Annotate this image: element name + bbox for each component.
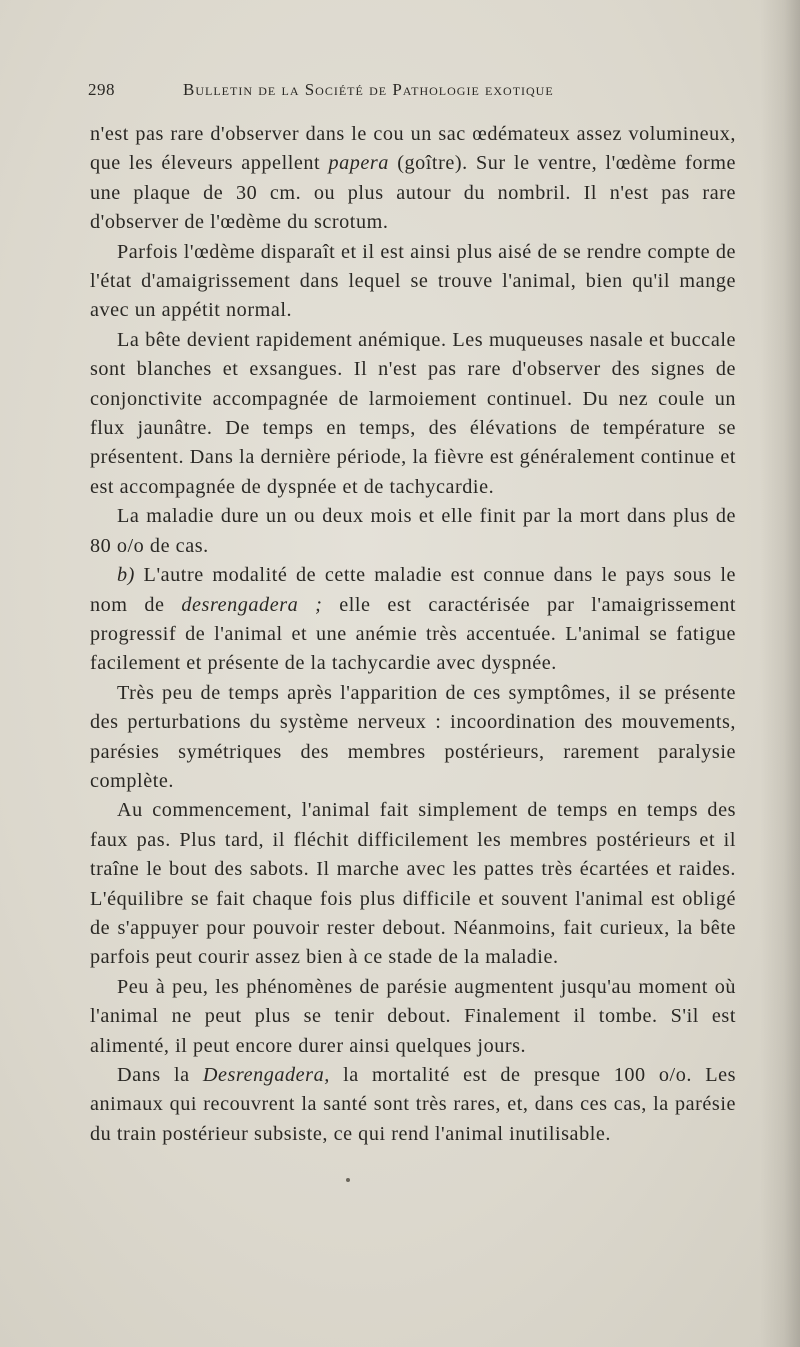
italic-term-desrengadera: Desrengadera, (202, 1064, 330, 1086)
paragraph-6 (90, 679, 736, 797)
paragraph-8 (90, 973, 736, 1061)
paragraph-1 (90, 120, 736, 238)
list-marker-b: b) (117, 564, 135, 587)
paragraph-text: Très peu de temps après l'apparition de ces symptômes, il se présente des perturbations du système nerveux : incoordination des mouvements, parésies symétriques des membres postérieurs, rarement paralysie complète. (90, 681, 736, 792)
paragraph-7 (90, 796, 736, 972)
journal-title: Bulletin de la Société de Pathologie exotique (183, 80, 554, 99)
italic-term-papera: papera (328, 152, 389, 175)
italic-term-desrengadera: desrengadera ; (181, 593, 323, 616)
paragraph-text: L'autre modalité de cette maladie est connue dans le pays sous le nom de (90, 564, 736, 616)
paragraph-text: Dans la (117, 1064, 203, 1086)
paragraph-text: La bête devient rapidement anémique. Les muqueuses nasale et buccale sont blanches et exsangues. Il n'est pas rare d'observer des signes de conjonctivite accompagnée de larmoiement continuel. Du nez coule un flux jaunâtre. De temps en temps, des élévations de température se présentent. Dans la dernière période, la fièvre est généralement continue et est accompagnée de dyspnée et de tachycardie. (90, 328, 736, 498)
paragraph-text: elle est caractérisée par l'amaigrissement progressif de l'animal et une anémie très accentuée. L'animal se fatigue facilement et présente de la tachycardie avec dyspnée. (90, 593, 737, 675)
paragraph-9 (90, 1061, 736, 1149)
paragraph-text: La maladie dure un ou deux mois et elle finit par la mort dans plus de 80 o/o de cas. (90, 505, 736, 557)
paragraph-4 (90, 502, 736, 561)
paragraph-3 (90, 326, 736, 502)
paragraph-2 (90, 238, 736, 326)
paragraph-text: Parfois l'œdème disparaît et il est ainsi plus aisé de se rendre compte de l'état d'amaigrissement dans lequel se trouve l'animal, bien qu'il mange avec un appétit normal. (90, 240, 736, 322)
body-text (90, 120, 736, 1149)
paragraph-text: Peu à peu, les phénomènes de parésie augmentent jusqu'au moment où l'animal ne peut plus se tenir debout. Finalement il tombe. S'il est alimenté, il peut encore durer ainsi quelques jours. (90, 975, 736, 1057)
paragraph-text: n'est pas rare d'observer dans le cou un sac œdémateux assez volumineux, que les éleveurs appellent (90, 123, 736, 175)
ink-speck (346, 1178, 350, 1182)
paragraph-text: (goître). Sur le ventre, l'œdème forme une plaque de 30 cm. ou plus autour du nombril. Il n'est pas rare d'observer de l'œdème du scrotum. (90, 152, 736, 234)
page-edge-shadow (760, 0, 800, 1347)
paragraph-text: Au commencement, l'animal fait simplement de temps en temps des faux pas. Plus tard, il fléchit difficilement les membres postérieurs et il traîne le bout des sabots. Il marche avec les pattes très écartées et raides. L'équilibre se fait chaque fois plus difficile et souvent l'animal est obligé de s'appuyer pour pouvoir rester debout. Néanmoins, fait curieux, la bête parfois peut courir assez bien à ce stade de la maladie. (90, 799, 736, 969)
paragraph-5 (90, 561, 736, 679)
page-number: 298 (88, 80, 115, 99)
paragraph-text: la mortalité est de presque 100 o/o. Les animaux qui recouvrent la santé sont très rares, et, dans ces cas, la parésie du train postérieur subsiste, ce qui rend l'animal inutilisable. (90, 1064, 736, 1145)
running-head (88, 80, 738, 106)
